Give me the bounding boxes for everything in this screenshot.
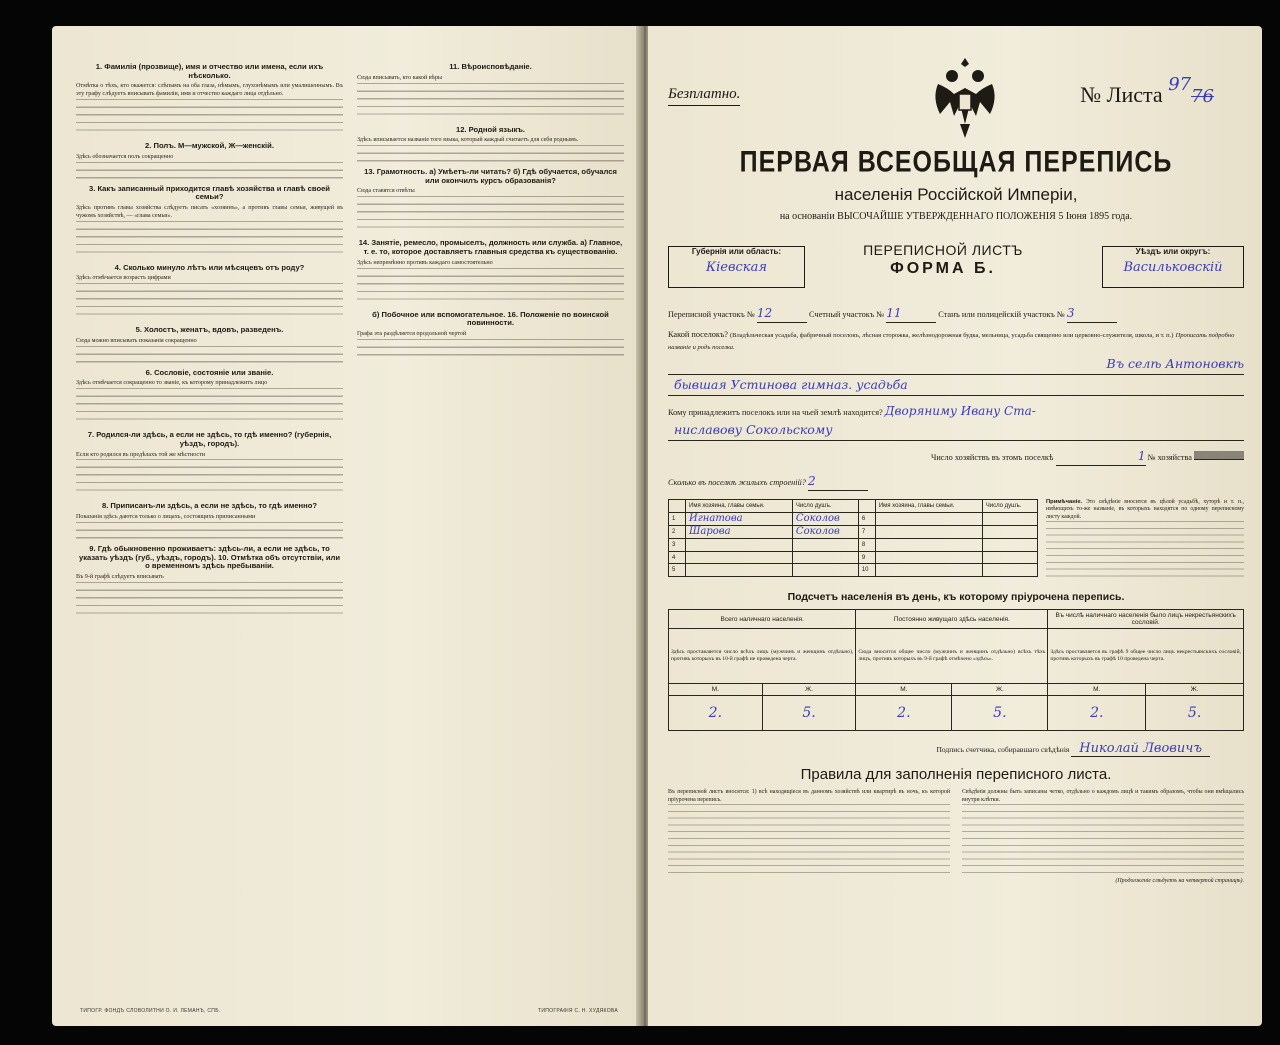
instruction-heading: 12. Родной языкъ. — [455, 124, 526, 134]
instruction-text: Здѣсь отмѣчается сокращенно то званіе, къ которому принадлежитъ лицо — [76, 380, 343, 426]
population-count-table — [668, 609, 1244, 731]
district-value: Васильковскій — [1123, 260, 1223, 275]
stan-label: Станъ или полицейскій участокъ № — [938, 310, 1065, 319]
pop-value-total-zh: 5. — [762, 696, 856, 731]
head-surname — [686, 564, 793, 577]
table-header-row — [669, 499, 1038, 512]
row-number-2: 7 — [858, 525, 875, 538]
instruction-heading: 13. Грамотность. а) Умѣетъ-ли читать? б) Гдѣ обучается, обучался или окончилъ курсъ образованія? — [364, 167, 617, 185]
instruction-heading: 5. Холостъ, женатъ, вдовъ, разведенъ. — [135, 325, 284, 335]
head-surname — [686, 539, 793, 552]
instruction-text: Здѣсь вписывается названіе того языка, который каждый считаетъ для себя роднымъ. — [357, 137, 624, 163]
pop-value-permanent-m: 2. — [856, 696, 952, 731]
row-number: 3 — [669, 539, 686, 552]
pop-m-3: М. — [1048, 684, 1146, 696]
row-number: 2 — [669, 525, 686, 538]
pop-zh-1: Ж. — [762, 684, 856, 696]
left-page-instructions — [52, 26, 642, 1026]
signature-label: Подпись счетчика, собиравшаго свѣдѣнія — [936, 745, 1070, 755]
buildings-number: 2 — [808, 472, 868, 491]
instructions-column-1 — [76, 58, 343, 988]
pop-value-non-peasant-m: 2. — [1048, 696, 1146, 731]
open-book — [52, 26, 1262, 1026]
form-title-line-1: ПЕРЕПИСНОЙ ЛИСТЪ — [863, 242, 1023, 258]
census-subtitle: населенія Россійской Имперіи, — [834, 185, 1078, 204]
population-count-title: Подсчетъ населенія въ день, къ которому пріурочена перепись. — [787, 591, 1125, 604]
instruction-text: Если кто родился въ предѣлахъ той же мѣстности — [76, 452, 343, 498]
right-page-census-form — [648, 26, 1262, 1026]
buildings-row — [668, 472, 1244, 491]
count-section-number: 11 — [886, 304, 936, 323]
district-box — [1102, 246, 1244, 288]
rules-title: Правила для заполненія переписного листа. — [800, 766, 1112, 784]
note-title: Примѣчаніе. — [1046, 498, 1083, 505]
instruction-text: Отмѣтка о тѣхъ, кто окажется: слѣпымъ на оба глаза, нѣмымъ, глухонѣмымъ или умалишеннымъ. Въ эту графу слѣдуетъ вписывать фамиліи, имя и отчество каждаго лица отдѣльно. — [76, 83, 343, 137]
census-section-number: 12 — [757, 304, 807, 323]
household-number-label: № хозяйства — [1147, 452, 1192, 462]
pop-header-permanent: Постоянно живущаго здѣсь населенія. — [856, 610, 1048, 629]
pop-header-non-peasant: Въ числѣ наличнаго населенія было лицъ некрестьянскихъ сословій. — [1048, 610, 1244, 629]
instruction-text: Сюда вписывать, кто какой вѣры — [357, 75, 624, 121]
head-name-2 — [982, 525, 1037, 538]
owner-value-1: Дворяниму Ивану Ста- — [884, 403, 1036, 418]
signature-value: Николай Лвовичъ — [1071, 741, 1210, 757]
settlement-type-note: (Владѣльческая усадьба, фабричный поселокъ, лѣсная сторожка, желѣзнодорожная будка, мельница, усадьба священно или церковно-служителя, школа, и т. п.) — [730, 332, 1174, 339]
table-row — [669, 512, 1038, 525]
pop-m-1: М. — [669, 684, 763, 696]
pop-m-2: М. — [856, 684, 952, 696]
owner-row — [668, 402, 1244, 420]
continued-note: (Продолженіе слѣдуетъ на четвертой страницѣ). — [1115, 878, 1244, 885]
table-row — [669, 539, 1038, 552]
head-name-2 — [982, 551, 1037, 564]
owner-value-line-2: ниславову Сокольскому — [668, 422, 1244, 441]
row-number-2: 6 — [858, 512, 875, 525]
row-number: 5 — [669, 564, 686, 577]
head-surname — [686, 551, 793, 564]
instruction-heading: 8. Приписанъ-ли здѣсь, а если не здѣсь, то гдѣ именно? — [101, 501, 317, 511]
instructions-column-2 — [357, 58, 624, 988]
settlement-name-line-1: Въ селѣ Антоновкѣ — [668, 356, 1244, 375]
pop-desc-total: Здѣсь проставляется число всѣхъ лицъ (мужчинъ и женщинъ отдѣльно), противъ которыхъ въ 10-й графѣ не проведена черта. — [669, 629, 856, 684]
head-name — [792, 551, 858, 564]
head-surname-2 — [875, 525, 982, 538]
pop-desc-non-peasant: Здѣсь проставляется въ графѣ 9 общее число лицъ некрестьянскихъ сословій, противъ которыхъ въ графѣ 10 проведена черта. — [1048, 629, 1244, 684]
census-section-label: Переписной участокъ № — [668, 310, 755, 319]
row-number-2: 10 — [858, 564, 875, 577]
instruction-text: Графа эта раздѣляется продольной чертой — [357, 331, 624, 357]
left-page-footer — [80, 1008, 618, 1014]
footer-printer-left: ТИПОГР. ФОНДЪ СЛОВОЛИТНИ О. И. ЛЕМАНЪ, СПБ. — [80, 1008, 221, 1014]
census-legal-basis: на основаніи ВЫСОЧАЙШЕ УТВЕРЖДЕННАГО ПОЛОЖЕНІЯ 5 Іюня 1895 года. — [779, 211, 1133, 222]
head-surname-2 — [875, 564, 982, 577]
header-name-2: Имя хозяина, главы семьи. — [875, 499, 982, 512]
instruction-heading: 7. Родился-ли здѣсь, а если не здѣсь, то гдѣ именно? (губернія, уѣздъ, городъ). — [87, 430, 332, 448]
double-headed-eagle-emblem-icon — [930, 54, 1000, 140]
row-number-2: 9 — [858, 551, 875, 564]
instruction-heading: 2. Полъ. М—мужской, Ж—женскій. — [145, 141, 274, 151]
instruction-text: Показанія здѣсь даются только о лицахъ, состоящихъ приписанными — [76, 514, 343, 540]
head-surname-2 — [875, 512, 982, 525]
note-text: Это свѣдѣніе вносится въ цѣлой усадьбѣ, хуторѣ и т. п., имѣющихъ то-же названіе, въ которыхъ находятся по одному переписному листу каждой. — [1046, 498, 1244, 520]
instruction-text: Сюда ставятся отвѣты — [357, 188, 624, 234]
pop-value-permanent-zh: 5. — [952, 696, 1048, 731]
head-surname-2 — [875, 551, 982, 564]
table-row — [669, 564, 1038, 577]
head-name-2 — [982, 564, 1037, 577]
count-section-label: Счетный участокъ № — [809, 310, 885, 319]
instruction-heading: 14. Занятіе, ремесло, промыселъ, должность или служба. а) Главное, т. е. то, которое доставляетъ главныя средства къ существованію. — [358, 238, 623, 256]
form-title-line-2: ФОРМА Б. — [890, 260, 996, 277]
header-count: Число душъ. — [792, 499, 858, 512]
header-name: Имя хозяина, главы семьи. — [686, 499, 793, 512]
header-count-2: Число душъ. — [982, 499, 1037, 512]
sheet-number-struck: 76 — [1191, 86, 1214, 107]
heads-of-household-table — [668, 499, 1038, 577]
instruction-text: Здѣсь непремѣнно противъ каждаго самостоятельно — [357, 260, 624, 306]
households-number: 1 — [1056, 447, 1146, 466]
settlement-type-label: Какой поселокъ? — [668, 330, 728, 339]
footer-printer-right: ТИПОГРАФІЯ С. Н. ХУДЯКОВА — [537, 1008, 618, 1014]
owner-label: Кому принадлежитъ поселокъ или на чьей землѣ находится? — [668, 407, 883, 417]
form-title — [818, 242, 1068, 278]
households-row — [668, 447, 1244, 466]
head-surname: Игнатова — [686, 512, 793, 525]
sheet-number-label: № Листа — [1080, 82, 1163, 107]
signature-row — [668, 741, 1244, 756]
head-name-2 — [982, 539, 1037, 552]
stan-number: 3 — [1067, 304, 1117, 323]
pop-desc-permanent: Сюда вносится общее число (мужчинъ и женщинъ отдѣльно) всѣхъ тѣхъ лицъ, противъ которыхъ въ 9-й графѣ отмѣчено «здѣсь». — [856, 629, 1048, 684]
pop-zh-3: Ж. — [1146, 684, 1244, 696]
head-name — [792, 564, 858, 577]
sheet-number-handwritten: 97 — [1168, 74, 1192, 95]
province-label: Губернія или область: — [691, 247, 782, 256]
table-row — [669, 551, 1038, 564]
instruction-heading: 4. Сколько минуло лѣтъ или мѣсяцевъ отъ роду? — [114, 262, 305, 272]
row-number: 4 — [669, 551, 686, 564]
head-surname-2 — [875, 539, 982, 552]
sheet-number — [1080, 74, 1214, 108]
settlement-name-line-2: бывшая Устинова гимназ. усадьба — [668, 377, 1244, 396]
instruction-text: Здѣсь противъ главы хозяйства слѣдуетъ писать «хозяинъ», а противъ главы семьи, живущей въ чужомъ хозяйствѣ, — «глава семьи». — [76, 205, 343, 259]
buildings-label: Сколько въ поселкѣ жилыхъ строеній? — [668, 477, 806, 487]
free-of-charge-label: Безплатно. — [668, 86, 741, 102]
instruction-heading: 6. Сословіе, состояніе или званіе. — [145, 367, 274, 377]
head-name — [792, 539, 858, 552]
instruction-heading: 1. Фамилія (прозвище), имя и отчество или имена, если ихъ нѣсколько. — [95, 62, 324, 80]
section-numbers-row — [668, 304, 1244, 323]
instruction-text: Здѣсь обозначается полъ сокращенно — [76, 154, 343, 180]
note-block — [1046, 499, 1244, 577]
settlement-type-row — [668, 329, 1244, 354]
province-box — [668, 246, 805, 288]
pop-value-total-m: 2. — [669, 696, 763, 731]
row-number-2: 8 — [858, 539, 875, 552]
pop-value-non-peasant-zh: 5. — [1146, 696, 1244, 731]
rules-column-2: Свѣдѣнія должны быть записаны четко, отдѣльно о каждомъ лицѣ и такимъ образомъ, чтобы они вмѣщались внутри клѣтки. (Продолженіе слѣдуетъ на четвертой страницѣ). — [962, 789, 1244, 885]
pop-header-total: Всего наличнаго населенія. — [669, 610, 856, 629]
head-name: Соколов — [792, 525, 858, 538]
households-label: Число хозяйствъ въ этомъ поселкѣ — [930, 452, 1054, 462]
instruction-heading: 9. Гдѣ обыкновенно проживаетъ: здѣсь-ли, а если не здѣсь, то указать уѣздъ (губ., уѣздъ, городъ). 10. Отмѣтка объ отсутствіи, или о временномъ здѣсь пребываніи. — [78, 543, 341, 571]
settlement-hint: Прописать подробно названіе и родъ поселка. — [668, 332, 1235, 352]
table-row — [669, 525, 1038, 538]
instruction-heading: 3. Какъ записанный приходится главѣ хозяйства и главѣ своей семьи? — [89, 183, 330, 202]
household-number-redacted — [1194, 451, 1244, 460]
head-name: Соколов — [792, 512, 858, 525]
instruction-text: Сюда можно вписывать показанія сокращенно — [76, 338, 343, 364]
instruction-text: Здѣсь отмѣчается возрастъ цифрами — [76, 275, 343, 321]
district-label: Уѣздъ или округъ: — [1135, 247, 1211, 256]
province-value: Кіевская — [706, 260, 767, 275]
instruction-text: Въ 9-й графѣ слѣдуетъ вписывать — [76, 574, 343, 620]
census-title: ПЕРВАЯ ВСЕОБЩАЯ ПЕРЕПИСЬ — [739, 145, 1173, 179]
pop-zh-2: Ж. — [952, 684, 1048, 696]
rules-column-1: Въ переписной листъ вносятся: 1) всѣ находящіеся въ данномъ хозяйствѣ или квартирѣ въ ночь, къ которой пріурочена перепись. — [668, 789, 950, 886]
instruction-heading: 11. Вѣроисповѣданіе. — [449, 62, 532, 71]
head-name-2 — [982, 512, 1037, 525]
row-number: 1 — [669, 512, 686, 525]
head-surname: Шарова — [686, 525, 793, 538]
instruction-heading: б) Побочное или вспомогательное. 16. Положеніе по воинской повинности. — [372, 309, 609, 328]
